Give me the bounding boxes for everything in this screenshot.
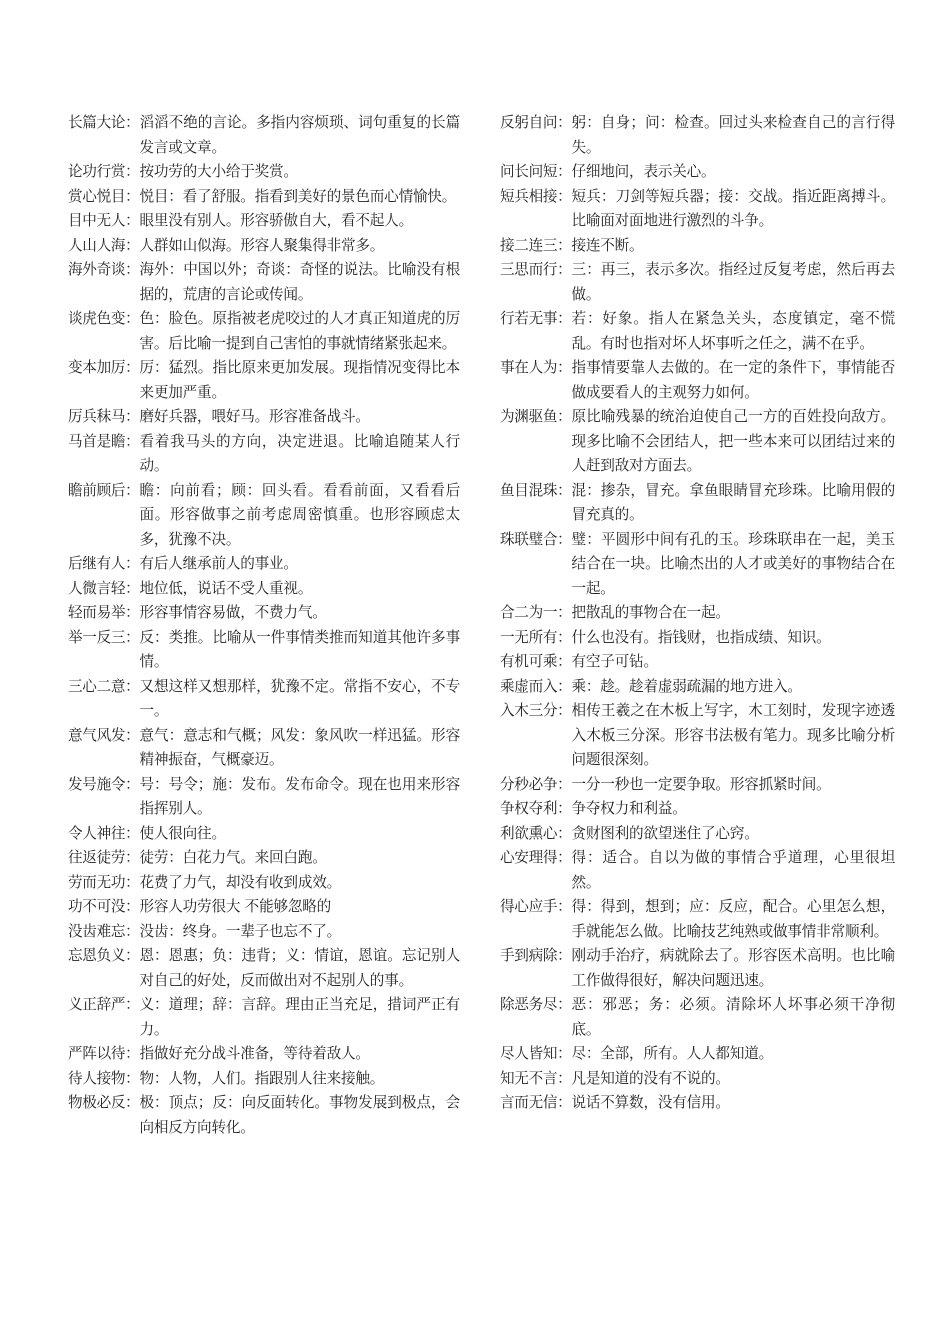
idiom-term: 知无不言： (500, 1069, 572, 1087)
idiom-definition: 璧：平圆形中间有孔的玉。珍珠联串在一起，美玉结合在一块。比喻杰出的人才或美好的事物结合在一起。 (571, 530, 895, 597)
idiom-entry (68, 846, 460, 871)
idiom-term: 长篇大论： (68, 114, 140, 131)
idiom-term: 厉兵秣马： (68, 408, 140, 425)
idiom-definition: 形容人功劳很大 不能够忽略的 (139, 898, 332, 915)
idiom-definition: 滔滔不绝的言论。多指内容烦琐、词句重复的长篇发言或文章。 (139, 114, 460, 156)
idiom-entry (68, 993, 460, 1042)
idiom-term: 合二为一： (500, 604, 572, 621)
idiom-entry (500, 111, 895, 160)
idiom-definition: 指做好充分战斗准备，等待着敌人。 (139, 1045, 370, 1062)
idiom-entry (500, 993, 895, 1042)
idiom-entry (68, 626, 460, 675)
idiom-entry (68, 895, 460, 920)
idiom-term: 珠联璧合： (500, 530, 572, 548)
idiom-definition: 花费了力气，却没有收到成效。 (139, 873, 341, 891)
idiom-term: 功不可没： (68, 898, 140, 915)
idiom-entry (500, 528, 895, 602)
idiom-term: 一无所有： (500, 628, 572, 646)
idiom-entry (500, 822, 895, 847)
idiom-entry (68, 258, 460, 307)
idiom-term: 问长问短： (500, 163, 572, 180)
idiom-definition: 悦目：看了舒服。指看到美好的景色而心情愉快。 (139, 187, 457, 205)
idiom-definition: 人群如山似海。形容人聚集得非常多。 (139, 236, 385, 254)
idiom-definition: 原比喻残暴的统治迫使自己一方的百姓投向敌方。现多比喻不会团结人，把一些本来可以团结过来的人赶到敌对方面去。 (571, 408, 895, 474)
idiom-definition: 若：好象。指人在紧急关头，态度镇定，毫不慌乱。有时也指对坏人坏事听之任之，满不在乎。 (571, 310, 895, 352)
idiom-entry (68, 307, 460, 356)
idiom-definition: 反：类推。比喻从一件事情类推而知道其他许多事情。 (139, 628, 460, 670)
idiom-term: 谈虎色变： (68, 310, 140, 327)
idiom-definition: 按功劳的大小给于奖赏。 (139, 163, 298, 180)
idiom-term: 事在人为： (500, 359, 572, 376)
idiom-definition: 厉：猛烈。指比原来更加发展。现指情况变得比本来更加严重。 (139, 359, 460, 401)
idiom-definition: 贪财图利的欲望迷住了心窍。 (571, 824, 759, 842)
idiom-term: 人微言轻： (68, 579, 140, 597)
idiom-definition: 徒劳：白花力气。来回白跑。 (139, 849, 327, 866)
idiom-term: 没齿难忘： (68, 922, 140, 940)
idiom-term: 瞻前顾后： (68, 481, 140, 499)
idiom-entry (68, 1042, 460, 1067)
idiom-definition: 色：脸色。原指被老虎咬过的人才真正知道虎的厉害。后比喻一提到自己害怕的事就情绪紧张起来。 (139, 310, 460, 352)
idiom-entry (500, 699, 895, 773)
idiom-term: 物极必反： (68, 1094, 140, 1111)
idiom-definition: 凡是知道的没有不说的。 (571, 1069, 730, 1087)
idiom-term: 为渊驱鱼： (500, 408, 572, 425)
idiom-entry (500, 307, 895, 356)
idiom-definition: 争夺权力和利益。 (571, 800, 687, 817)
idiom-definition: 三：再三，表示多次。指经过反复考虑，然后再去做。 (571, 261, 895, 303)
idiom-entry (68, 356, 460, 405)
right-column (500, 111, 895, 1116)
idiom-term: 鱼目混珠： (500, 481, 572, 499)
idiom-definition: 短兵：刀剑等短兵器；接：交战。指近距离搏斗。比喻面对面地进行激烈的斗争。 (571, 187, 895, 229)
idiom-term: 得心应手： (500, 898, 572, 915)
idiom-entry (68, 209, 460, 234)
idiom-term: 三思而行： (500, 261, 572, 278)
idiom-term: 赏心悦目： (68, 187, 140, 205)
idiom-term: 发号施令： (68, 775, 140, 793)
idiom-definition: 磨好兵器，喂好马。形容准备战斗。 (139, 408, 370, 425)
idiom-entry (500, 160, 895, 185)
idiom-definition: 乘：趁。趁着虚弱疏漏的地方进入。 (571, 677, 802, 695)
idiom-entry (68, 160, 460, 185)
idiom-term: 分秒必争： (500, 775, 572, 793)
idiom-entry (68, 430, 460, 479)
idiom-entry (500, 601, 895, 626)
idiom-term: 除恶务尽： (500, 996, 572, 1013)
idiom-definition: 号：号令；施：发布。发布命令。现在也用来形容指挥别人。 (139, 775, 460, 817)
left-column (68, 111, 460, 1140)
idiom-entry (68, 234, 460, 259)
idiom-definition: 意气：意志和气概；风发：象风吹一样迅猛。形容精神振奋，气概豪迈。 (139, 726, 460, 768)
idiom-entry (500, 258, 895, 307)
idiom-term: 论功行赏： (68, 163, 140, 180)
idiom-entry (68, 675, 460, 724)
idiom-term: 入木三分： (500, 702, 572, 719)
idiom-term: 义正辞严： (68, 996, 140, 1013)
idiom-entry (500, 1091, 895, 1116)
idiom-definition: 接连不断。 (571, 236, 644, 254)
idiom-entry (68, 1067, 460, 1092)
idiom-term: 乘虚而入： (500, 677, 572, 695)
idiom-definition: 刚动手治疗，病就除去了。形容医术高明。也比喻工作做得很好，解决问题迅速。 (571, 947, 895, 989)
idiom-term: 目中无人： (68, 212, 140, 229)
idiom-definition: 有后人继承前人的事业。 (139, 555, 298, 572)
idiom-entry (500, 626, 895, 651)
idiom-definition: 极：顶点；反：向反面转化。事物发展到极点，会向相反方向转化。 (139, 1094, 460, 1136)
idiom-definition: 得：适合。自以为做的事情合乎道理，心里很坦然。 (571, 849, 895, 891)
idiom-term: 有机可乘： (500, 653, 572, 670)
idiom-entry (68, 944, 460, 993)
idiom-entry (68, 601, 460, 626)
idiom-term: 轻而易举： (68, 604, 140, 621)
idiom-definition: 形容事情容易做，不费力气。 (139, 604, 327, 621)
idiom-term: 尽人皆知： (500, 1045, 572, 1062)
idiom-entry (500, 405, 895, 479)
idiom-definition: 又想这样又想那样，犹豫不定。常指不安心，不专一。 (139, 677, 460, 719)
idiom-entry (68, 185, 460, 210)
idiom-definition: 得：得到，想到；应：反应，配合。心里怎么想，手就能怎么做。比喻技艺纯熟或做事情非常顺利。 (571, 898, 895, 940)
idiom-entry (68, 724, 460, 773)
idiom-entry (500, 479, 895, 528)
idiom-term: 短兵相接： (500, 187, 572, 205)
idiom-term: 言而无信： (500, 1094, 572, 1111)
idiom-definition: 躬：自身；问：检查。回过头来检查自己的言行得失。 (571, 114, 895, 156)
idiom-definition: 尽：全部，所有。人人都知道。 (571, 1045, 773, 1062)
idiom-definition: 瞻：向前看；顾：回头看。看看前面，又看看后面。形容做事之前考虑周密慎重。也形容顾虑太多，犹豫不决。 (139, 481, 460, 548)
idiom-definition: 义：道理；辞：言辞。理由正当充足，措词严正有力。 (139, 996, 460, 1038)
idiom-term: 反躬自问： (500, 114, 572, 131)
idiom-entry (500, 650, 895, 675)
idiom-definition: 指事情要靠人去做的。在一定的条件下，事情能否做成要看人的主观努力如何。 (571, 359, 895, 401)
idiom-entry (68, 405, 460, 430)
idiom-term: 严阵以待： (68, 1045, 140, 1062)
idiom-term: 人山人海： (68, 236, 140, 254)
idiom-entry (500, 675, 895, 700)
idiom-entry (500, 185, 895, 234)
idiom-term: 接二连三： (500, 236, 572, 254)
idiom-term: 待人接物： (68, 1069, 140, 1087)
idiom-entry (500, 1042, 895, 1067)
idiom-entry (500, 895, 895, 944)
idiom-term: 意气风发： (68, 726, 140, 744)
idiom-definition: 眼里没有别人。形容骄傲自大，看不起人。 (139, 212, 413, 229)
idiom-entry (68, 871, 460, 896)
idiom-definition: 物：人物，人们。指跟别人往来接触。 (139, 1069, 385, 1087)
idiom-entry (68, 111, 460, 160)
idiom-term: 手到病除： (500, 947, 572, 964)
idiom-definition: 海外：中国以外；奇谈：奇怪的说法。比喻没有根据的，荒唐的言论或传闻。 (139, 261, 460, 303)
idiom-term: 争权夺利： (500, 800, 572, 817)
idiom-definition: 说话不算数，没有信用。 (571, 1094, 730, 1111)
idiom-entry (500, 356, 895, 405)
idiom-entry (68, 479, 460, 553)
idiom-definition: 有空子可钻。 (571, 653, 658, 670)
idiom-term: 举一反三： (68, 628, 140, 646)
idiom-definition: 没齿：终身。一辈子也忘不了。 (139, 922, 341, 940)
idiom-term: 忘恩负义： (68, 947, 140, 964)
idiom-entry (500, 797, 895, 822)
idiom-definition: 一分一秒也一定要争取。形容抓紧时间。 (571, 775, 831, 793)
idiom-term: 劳而无功： (68, 873, 140, 891)
idiom-entry (68, 577, 460, 602)
idiom-definition: 恩：恩惠；负：违背；义：情谊，恩谊。忘记别人对自己的好处，反而做出对不起别人的事。 (139, 947, 460, 989)
idiom-term: 利欲熏心： (500, 824, 572, 842)
idiom-term: 心安理得： (500, 849, 572, 866)
idiom-term: 往返徒劳： (68, 849, 140, 866)
idiom-term: 变本加厉： (68, 359, 140, 376)
idiom-definition: 相传王羲之在木板上写字，木工刻时，发现字迹透入木板三分深。形容书法极有笔力。现多比喻分析问题很深刻。 (571, 702, 895, 768)
idiom-entry (68, 773, 460, 822)
idiom-entry (68, 1091, 460, 1140)
idiom-entry (500, 1067, 895, 1092)
idiom-term: 令人神往： (68, 824, 140, 842)
idiom-term: 海外奇谈： (68, 261, 140, 278)
idiom-definition: 看着我马头的方向，决定进退。比喻追随某人行动。 (139, 432, 460, 474)
idiom-term: 后继有人： (68, 555, 140, 572)
idiom-definition: 仔细地问，表示关心。 (571, 163, 716, 180)
idiom-entry (500, 846, 895, 895)
idiom-entry (500, 944, 895, 993)
idiom-entry (500, 234, 895, 259)
idiom-definition: 恶：邪恶；务：必须。清除坏人坏事必须干净彻底。 (571, 996, 895, 1038)
idiom-entry (68, 552, 460, 577)
idiom-entry (68, 822, 460, 847)
idiom-definition: 混：掺杂，冒充。拿鱼眼睛冒充珍珠。比喻用假的冒充真的。 (571, 481, 895, 523)
idiom-term: 马首是瞻： (68, 432, 140, 450)
idiom-definition: 地位低，说话不受人重视。 (139, 579, 313, 597)
idiom-term: 三心二意： (68, 677, 140, 695)
idiom-definition: 什么也没有。指钱财，也指成绩、知识。 (571, 628, 831, 646)
idiom-entry (68, 920, 460, 945)
idiom-definition: 把散乱的事物合在一起。 (571, 604, 730, 621)
idiom-entry (500, 773, 895, 798)
idiom-term: 行若无事： (500, 310, 572, 327)
idiom-definition: 使人很向往。 (139, 824, 226, 842)
